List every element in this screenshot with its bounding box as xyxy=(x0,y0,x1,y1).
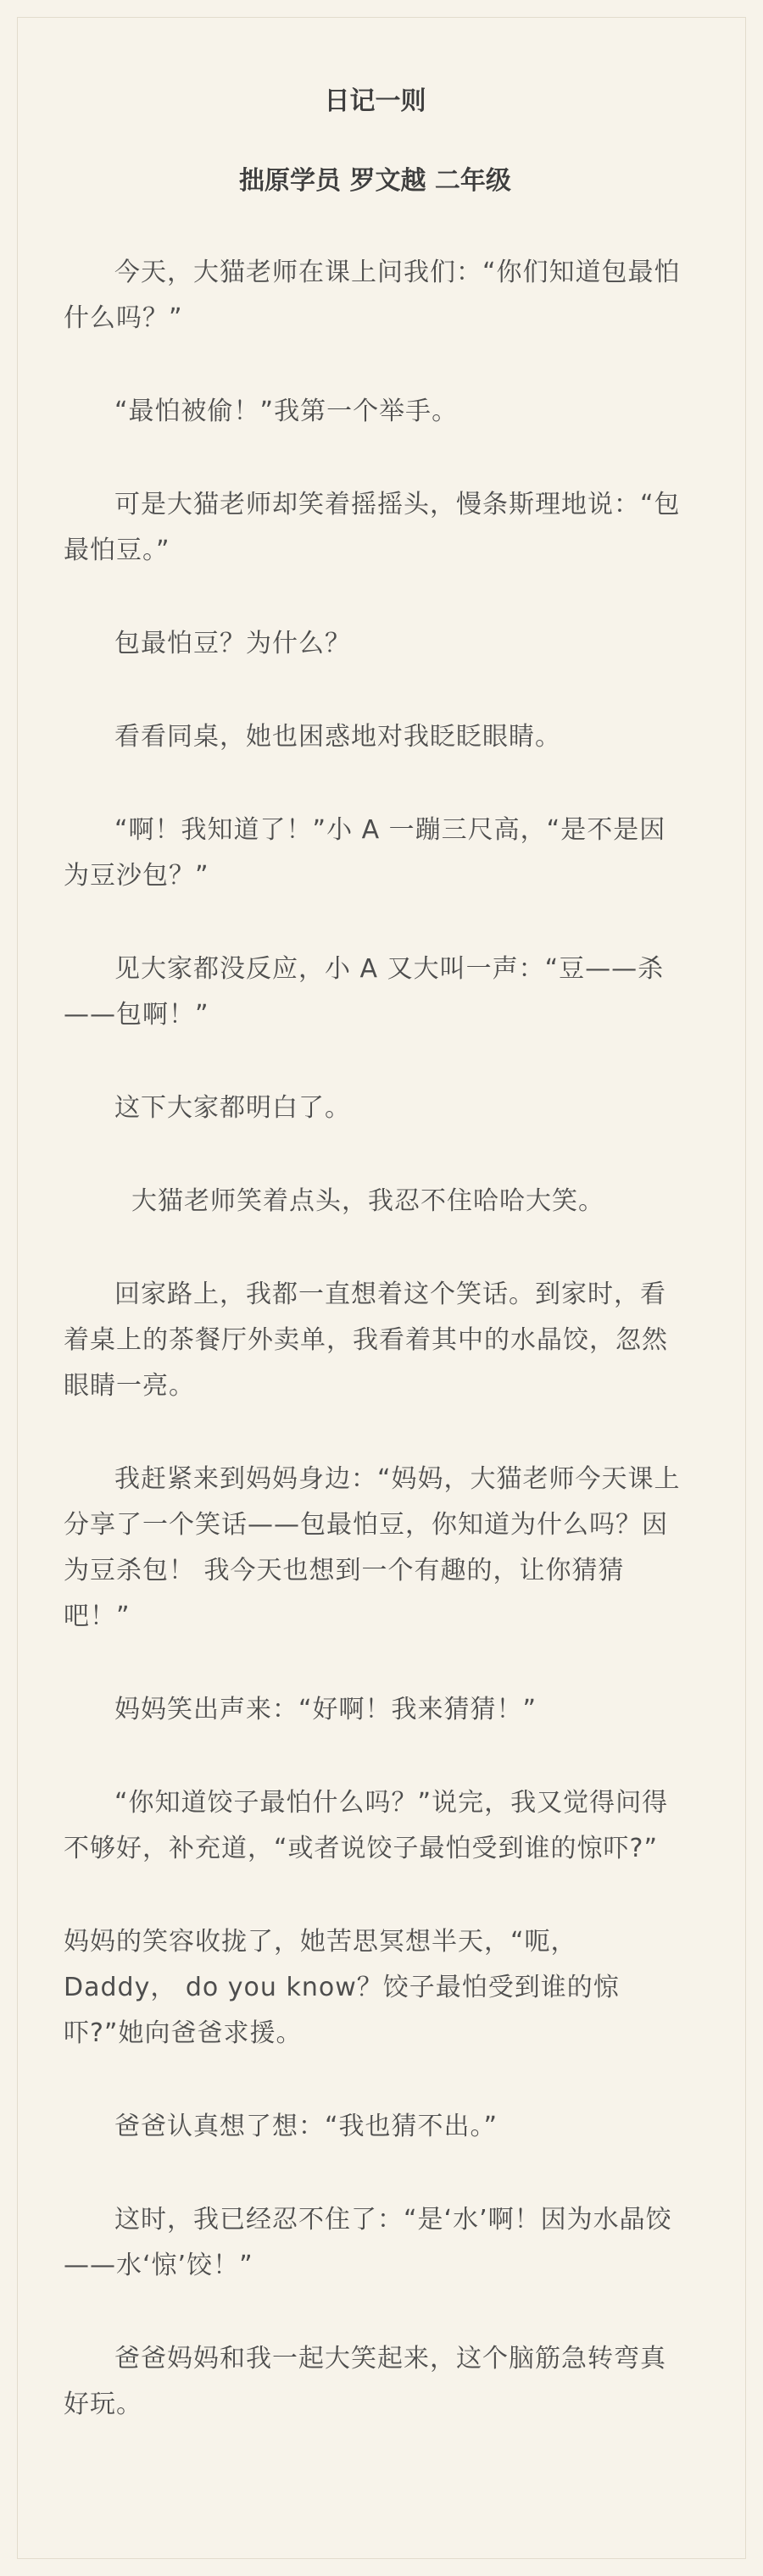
paragraph: 爸爸认真想了想：“我也猜不出。” xyxy=(114,2112,498,2141)
paragraph: 这下大家都明白了。 xyxy=(114,1093,351,1123)
paragraph: 见大家都没反应，小 A 又大叫一声：“豆——杀——包啊！” xyxy=(64,954,665,1030)
paragraph: 我赶紧来到妈妈身边：“妈妈，大猫老师今天课上分享了一个笑话——包最怕豆，你知道为什么吗？因为豆杀包！ 我今天也想到一个有趣的，让你猜猜吧！” xyxy=(64,1464,681,1631)
paragraph: 看看同桌，她也困惑地对我眨眨眼睛。 xyxy=(114,722,561,752)
paragraph: 包最怕豆？为什么？ xyxy=(114,629,351,658)
article-byline: 拙原学员 罗文越 二年级 xyxy=(239,166,511,196)
article xyxy=(64,85,687,2475)
article-title: 日记一则 xyxy=(324,86,426,116)
paragraph: 大猫老师笑着点头，我忍不住哈哈大笑。 xyxy=(131,1186,604,1216)
paragraph: “你知道饺子最怕什么吗？”说完，我又觉得问得不够好，补充道，“或者说饺子最怕受到谁的惊吓?” xyxy=(64,1788,669,1863)
paragraph: 这时，我已经忍不住了：“是‘水’啊！因为水晶饺——水‘惊’饺！” xyxy=(64,2205,672,2280)
paragraph: “最怕被偷！”我第一个举手。 xyxy=(114,397,459,426)
paragraph: 今天，大猫老师在课上问我们：“你们知道包最怕什么吗？” xyxy=(64,258,681,333)
paragraph: 妈妈的笑容收拢了，她苦思冥想半天，“呃，Daddy， do you know？饺子最怕受到谁的惊吓?”她向爸爸求援。 xyxy=(64,1927,620,2048)
paragraph: 可是大猫老师却笑着摇摇头，慢条斯理地说：“包最怕豆。” xyxy=(64,490,681,565)
paragraph: 爸爸妈妈和我一起大笑起来，这个脑筋急转弯真好玩。 xyxy=(64,2344,666,2419)
paragraph: “啊！我知道了！”小 A 一蹦三尺高，“是不是因为豆沙包？” xyxy=(64,815,666,891)
paragraph: 妈妈笑出声来：“好啊！我来猜猜！” xyxy=(114,1695,537,1724)
paragraph: 回家路上，我都一直想着这个笑话。到家时，看着桌上的茶餐厅外卖单，我看着其中的水晶饺，忽然眼睛一亮。 xyxy=(64,1280,668,1401)
